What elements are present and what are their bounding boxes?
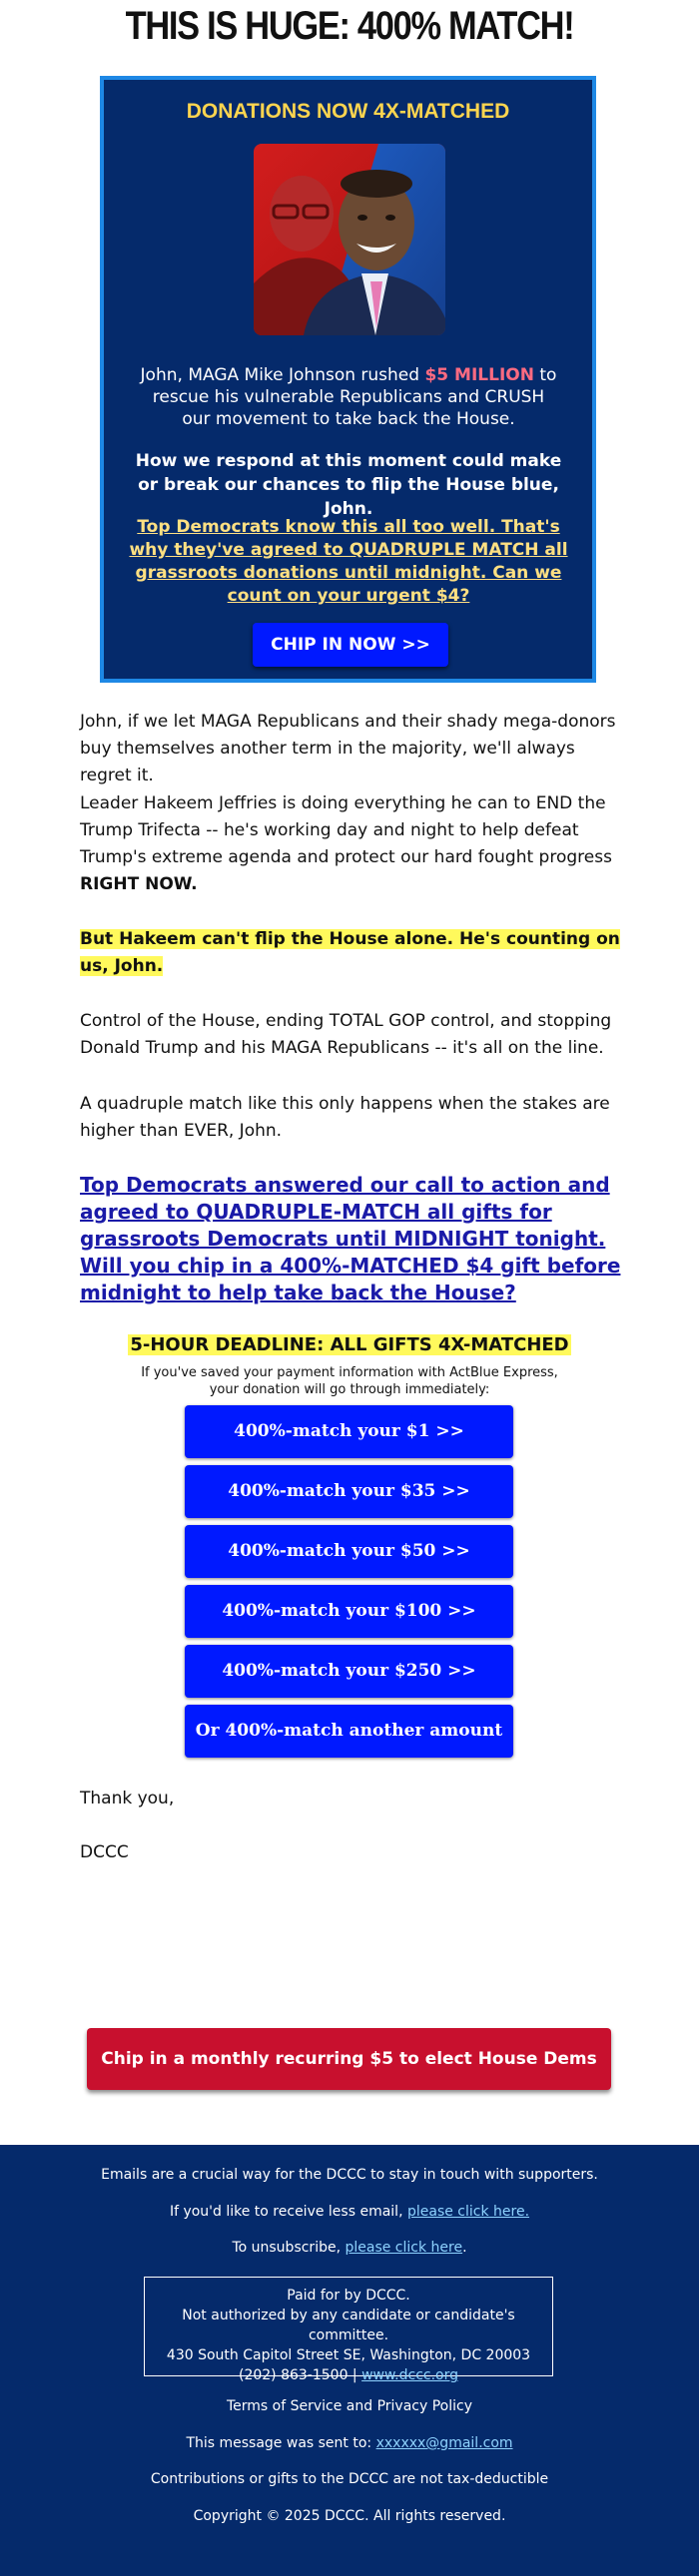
terms-privacy-link[interactable]: Terms of Service and Privacy Policy xyxy=(226,2398,472,2414)
paragraph-stakes: A quadruple match like this only happens when the stakes are higher than EVER, John. xyxy=(80,1094,610,1141)
website-link[interactable]: www.dccc.org xyxy=(361,2367,459,2383)
paragraph-highlight xyxy=(80,926,624,980)
footer-unsubscribe-end: . xyxy=(462,2240,467,2256)
highlighted-text: But Hakeem can't flip the House alone. He's counting on us, John. xyxy=(80,929,620,976)
less-email-link[interactable]: please click here. xyxy=(406,2204,530,2220)
footer xyxy=(0,2145,699,2576)
donate-1-button[interactable]: 400%-match your $1 >> xyxy=(185,1405,513,1458)
donate-50-button[interactable]: 400%-match your $50 >> xyxy=(185,1525,513,1578)
monthly-recurring-button[interactable]: Chip in a monthly recurring $5 to elect House Dems >> xyxy=(87,2028,611,2090)
hero-box xyxy=(100,76,596,683)
hero-bold-text: How we respond at this moment could make or break our chances to flip the House blue, John. xyxy=(135,451,562,519)
chip-in-now-button[interactable]: CHIP IN NOW >> xyxy=(253,623,448,667)
paid-for-line: Paid for by DCCC. xyxy=(287,2288,410,2304)
donate-35-button[interactable]: 400%-match your $35 >> xyxy=(185,1465,513,1518)
actblue-note-line-2: your donation will go through immediately: xyxy=(209,1382,490,1397)
page-headline: THIS IS HUGE: 400% MATCH! xyxy=(125,4,574,48)
footer-intro: Emails are a crucial way for the DCCC to stay in touch with supporters. xyxy=(101,2167,598,2183)
donate-other-amount-button[interactable]: Or 400%-match another amount >> xyxy=(185,1705,513,1758)
paid-for-box xyxy=(144,2277,553,2383)
contact-line xyxy=(145,2365,552,2385)
hero-copy-text-end: to rescue his vulnerable Republicans and CRUSH our movement to take back the House. xyxy=(152,365,557,429)
hero-match-link[interactable]: Top Democrats know this all too well. That's why they've agreed to QUADRUPLE MATCH all grassroots donations until midnight. Can we count on your urgent $4? xyxy=(129,517,568,606)
hero-photo-illustration xyxy=(254,144,445,335)
not-authorized-line: Not authorized by any candidate or candidate's committee. xyxy=(182,2308,515,2343)
paragraph-jeffries-text: Leader Hakeem Jeffries is doing everything he can to END the Trump Trifecta -- he's working day and night to help defeat Trump's extreme agenda and protect our hard fought progress xyxy=(80,793,612,867)
actblue-note-line-1: If you've saved your payment information with ActBlue Express, xyxy=(141,1365,558,1380)
donate-100-button[interactable]: 400%-match your $100 >> xyxy=(185,1585,513,1638)
hero-photo[interactable] xyxy=(254,144,445,335)
paragraph-jeffries-bold: RIGHT NOW. xyxy=(80,874,198,894)
hero-copy-amount: $5 MILLION xyxy=(424,365,534,385)
signoff-org: DCCC xyxy=(80,1842,129,1862)
deadline-banner xyxy=(0,1332,699,1358)
footer-less-email xyxy=(0,2204,699,2220)
paragraph-jeffries xyxy=(80,790,624,898)
paragraph-regret: John, if we let MAGA Republicans and their shady mega-donors buy themselves another term in the majority, we'll always regret it. xyxy=(80,712,616,785)
footer-less-email-text: If you'd like to receive less email, xyxy=(169,2204,407,2220)
footer-sent-to-text: This message was sent to: xyxy=(186,2435,376,2451)
address-line: 430 South Capitol Street SE, Washington, DC 20003 xyxy=(166,2347,531,2363)
donate-250-button[interactable]: 400%-match your $250 >> xyxy=(185,1645,513,1698)
contact-separator: | xyxy=(348,2367,362,2383)
phone-number: (202) 863-1500 xyxy=(238,2367,349,2383)
footer-sent-to xyxy=(0,2435,699,2451)
footer-unsubscribe xyxy=(0,2240,699,2256)
tax-disclaimer: Contributions or gifts to the DCCC are not tax-deductible xyxy=(150,2471,549,2487)
actblue-note xyxy=(0,1364,699,1398)
hero-kicker: DONATIONS NOW 4X-MATCHED xyxy=(186,100,510,123)
hero-copy-text: John, MAGA Mike Johnson rushed xyxy=(140,365,425,385)
copyright: Copyright © 2025 DCCC. All rights reserved. xyxy=(193,2508,506,2524)
footer-unsubscribe-text: To unsubscribe, xyxy=(232,2240,346,2256)
recipient-email-link[interactable]: xxxxxx@gmail.com xyxy=(375,2435,513,2451)
signoff-thanks: Thank you, xyxy=(80,1789,175,1808)
unsubscribe-link[interactable]: please click here xyxy=(345,2240,463,2256)
quadruple-match-link[interactable]: Top Democrats answered our call to action and agreed to QUADRUPLE-MATCH all gifts for grassroots Democrats until MIDNIGHT tonight. Will you chip in a 400%-MATCHED $4 gift before midnight to help take back the House? xyxy=(80,1173,621,1304)
deadline-text: 5-HOUR DEADLINE: ALL GIFTS 4X-MATCHED xyxy=(130,1334,569,1355)
hero-copy xyxy=(139,364,558,430)
paragraph-control: Control of the House, ending TOTAL GOP control, and stopping Donald Trump and his MAGA Republicans -- it's all on the line. xyxy=(80,1011,612,1058)
